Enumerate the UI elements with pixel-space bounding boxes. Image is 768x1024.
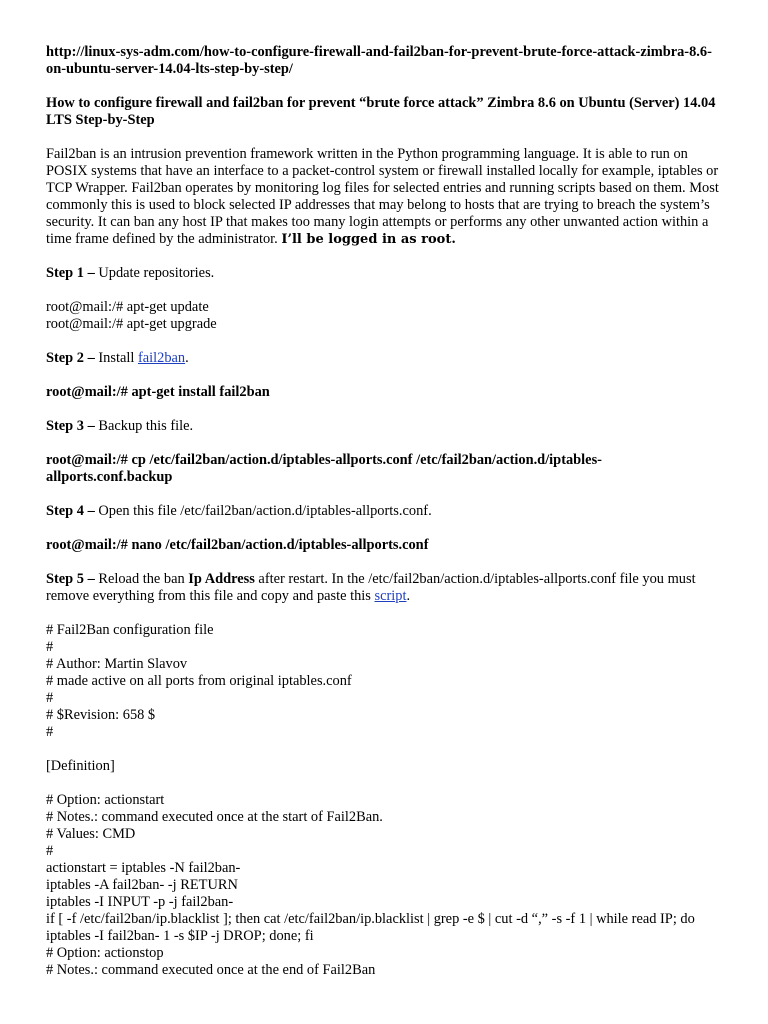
step-3-label: Step 3 – — [46, 418, 95, 434]
intro-text: Fail2ban is an intrusion prevention framework written in the Python programming language. It is able to run on POSIX systems that have an interface to a packet-control system or firewall installed locally for example, iptables or TCP Wrapper. Fail2ban operates by monitoring log files for selected entries and running scripts based on them. Most commonly this is used to block selected IP addresses that may belong to hosts that are trying to breach the system’s security. It can ban any host IP that makes too many login attempts or performs any other unwanted action within a time frame defined by the administrator. — [46, 146, 719, 247]
step-3-text: Backup this file. — [94, 418, 194, 434]
step-5-label: Step 5 – — [46, 571, 95, 587]
step-2-label: Step 2 – — [46, 350, 95, 366]
command-line: root@mail:/# apt-get install fail2ban — [46, 384, 270, 400]
config-line: # — [46, 843, 54, 859]
step-5-after: . — [406, 588, 411, 604]
config-line: actionstart = iptables -N fail2ban- — [46, 860, 241, 876]
step-2 — [46, 350, 728, 367]
script-link[interactable]: script — [374, 588, 407, 604]
step-4 — [46, 503, 728, 520]
step-4-text: Open this file /etc/fail2ban/action.d/iptables-allports.conf. — [94, 503, 432, 519]
config-line: if [ -f /etc/fail2ban/ip.blacklist ]; then cat /etc/fail2ban/ip.blacklist | grep -e $ | cut -d “,” -s -f 1 | while read IP; do iptables -I fail2ban- 1 -s $IP -j DROP; done; fi — [46, 911, 695, 944]
config-line: # Option: actionstart — [46, 792, 165, 808]
intro-bold-tail: I’ll be logged in as root. — [281, 232, 456, 247]
step-1 — [46, 265, 728, 282]
step-1-label: Step 1 – — [46, 265, 95, 281]
step-5-bold: Ip Address — [188, 571, 255, 587]
command-line: root@mail:/# apt-get upgrade — [46, 316, 217, 332]
step-5-text-1: Reload the ban — [94, 571, 189, 587]
config-line: iptables -I INPUT -p -j fail2ban- — [46, 894, 234, 910]
config-line: # — [46, 690, 54, 706]
step-5-text-2: after restart. In the /etc/fail2ban/action.d/iptables-allports.conf file you must remove everything from this file and copy and paste this — [46, 571, 696, 604]
config-line: # Author: Martin Slavov — [46, 656, 188, 672]
step-5 — [46, 571, 728, 605]
command-line: root@mail:/# apt-get update — [46, 299, 209, 315]
config-line: # $Revision: 658 $ — [46, 707, 156, 723]
config-line: # Notes.: command executed once at the start of Fail2Ban. — [46, 809, 383, 825]
step-1-text: Update repositories. — [94, 265, 215, 281]
config-line: # made active on all ports from original iptables.conf — [46, 673, 352, 689]
config-line: # — [46, 724, 54, 740]
intro-paragraph — [46, 146, 728, 248]
command-line: root@mail:/# nano /etc/fail2ban/action.d/iptables-allports.conf — [46, 537, 429, 553]
step-2-text: Install — [94, 350, 138, 366]
config-line: # — [46, 639, 54, 655]
config-line: # Fail2Ban configuration file — [46, 622, 214, 638]
command-line: root@mail:/# cp /etc/fail2ban/action.d/iptables-allports.conf /etc/fail2ban/action.d/iptables-allports.conf.backup — [46, 452, 602, 485]
fail2ban-link[interactable]: fail2ban — [137, 350, 186, 366]
config-line: # Option: actionstop — [46, 945, 164, 961]
definition-heading: [Definition] — [46, 758, 115, 774]
config-line: # Values: CMD — [46, 826, 136, 842]
step-2-after: . — [185, 350, 189, 366]
config-line: # Notes.: command executed once at the end of Fail2Ban — [46, 962, 376, 978]
article-title: How to configure firewall and fail2ban for prevent “brute force attack” Zimbra 8.6 on Ubuntu (Server) 14.04 LTS Step-by-Step — [46, 95, 716, 128]
config-line: iptables -A fail2ban- -j RETURN — [46, 877, 238, 893]
source-url: http://linux-sys-adm.com/how-to-configure-firewall-and-fail2ban-for-prevent-brute-force-attack-zimbra-8.6-on-ubuntu-server-14.04-lts-step-by-step/ — [46, 44, 712, 77]
step-3 — [46, 418, 728, 435]
step-4-label: Step 4 – — [46, 503, 95, 519]
